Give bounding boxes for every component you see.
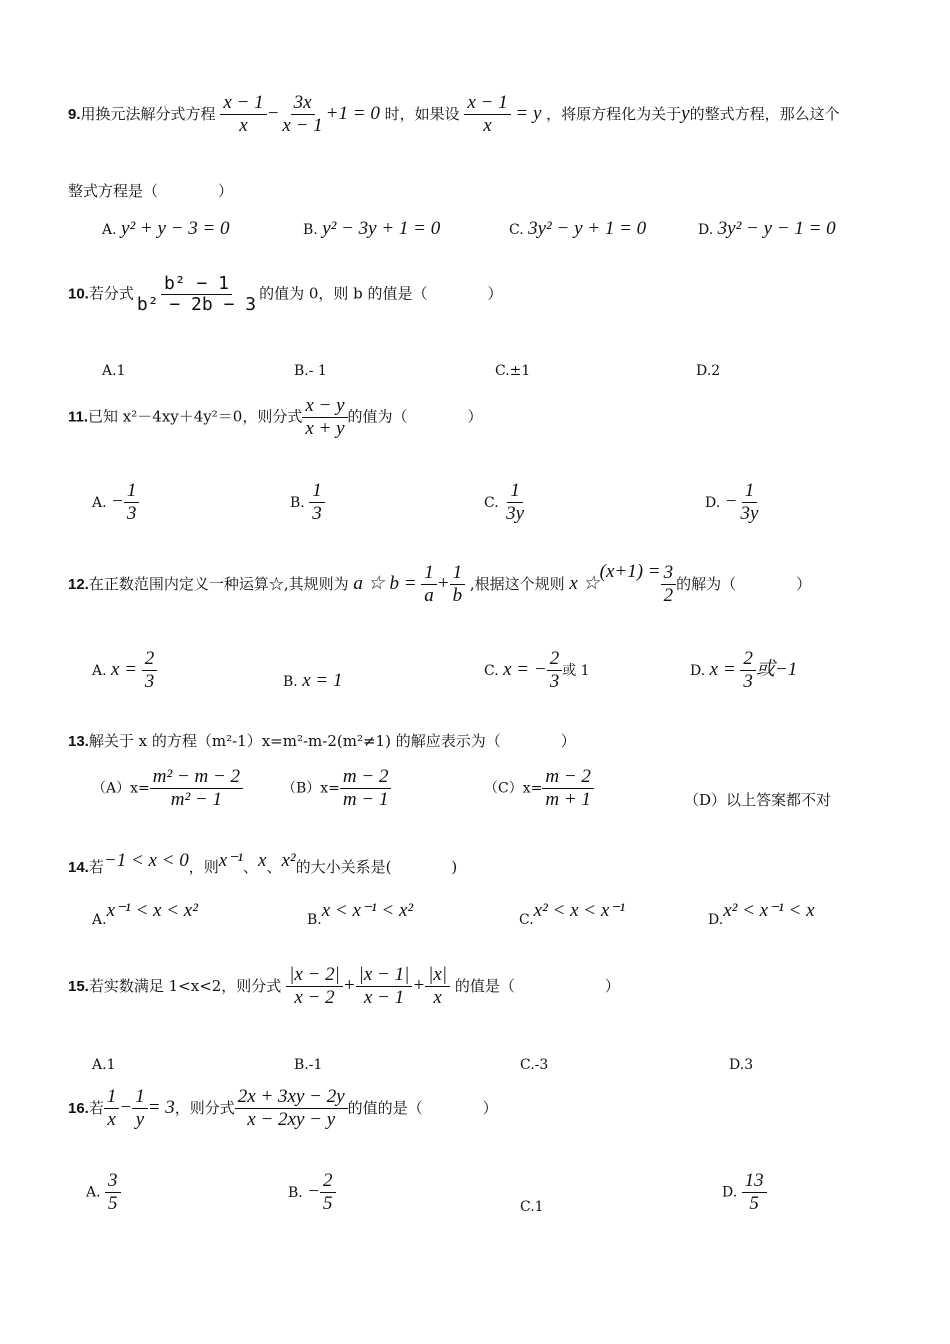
variable: y xyxy=(681,102,690,124)
option-d[interactable]: D.x² < x⁻¹ < x xyxy=(708,900,815,928)
question-9 xyxy=(68,92,840,137)
option-c[interactable]: C.±1 xyxy=(495,363,531,379)
question-text: 若 xyxy=(88,858,104,876)
question-text: 已知 x²－4xy＋4y²＝0，则分式 xyxy=(88,407,303,426)
equation: x ☆(x+1) = $\frac{3}{2}$ xyxy=(569,573,676,594)
fraction: $\frac{x - y}{x + y}$ xyxy=(302,395,347,440)
question-text: 若实数满足 1<x<2，则分式 xyxy=(88,976,282,995)
fraction: $\frac{\text{b² − 1}}{\text{b² − 2b − 3}}$ xyxy=(136,273,257,315)
fraction: $\frac{x - 1}{x}$ xyxy=(220,92,266,137)
option-c[interactable]: C. $\frac{1}{3y}$ xyxy=(484,480,525,524)
question-text: ，则 xyxy=(188,858,219,876)
question-10 xyxy=(68,274,503,315)
question-number: 14. xyxy=(68,859,89,876)
question-text: 的大小关系是( ) xyxy=(295,858,458,876)
option-b[interactable]: B.- 1 xyxy=(294,363,327,379)
question-text: 的整式方程，那么这个 xyxy=(689,104,840,123)
question-12 xyxy=(68,562,811,607)
option-a[interactable]: A.x⁻¹ < x < x² xyxy=(92,900,198,928)
question-text: ，则分式 xyxy=(174,1098,235,1117)
option-d[interactable]: D. $\frac{13}{5}$ xyxy=(722,1170,767,1215)
question-text: 若分式 xyxy=(88,284,134,303)
option-d[interactable]: D. − $\frac{1}{3y}$ xyxy=(705,480,759,524)
option-a[interactable]: A. x = $\frac{2}{3}$ xyxy=(92,648,157,693)
question-14: 14.若−1 < x < 0，则x⁻¹、x、x²的大小关系是( ) xyxy=(68,850,458,876)
question-9-line2: 整式方程是（ ） xyxy=(68,182,234,200)
option-a[interactable]: A.1 xyxy=(92,1057,116,1073)
question-number: 11. xyxy=(68,408,89,426)
question-number: 10. xyxy=(68,285,89,303)
option-b[interactable]: （B）x= $\frac{m - 2}{m - 1}$ xyxy=(282,766,391,811)
question-number: 9. xyxy=(68,105,81,123)
term: x² xyxy=(281,850,296,871)
option-a[interactable]: （A）x= $\frac{\text{m² − m − 2}}{\text{m² − 1}}$ xyxy=(92,766,243,811)
option-a[interactable]: A. y² + y − 3 = 0 xyxy=(102,218,230,239)
option-c[interactable]: C. x = − $\frac{2}{3}$ 或 1 xyxy=(484,648,590,692)
option-c[interactable]: C.1 xyxy=(520,1199,544,1215)
question-number: 16. xyxy=(68,1099,89,1117)
question-text: 在正数范围内定义一种运算☆,其规则为 xyxy=(88,574,349,593)
question-13 xyxy=(68,731,576,752)
question-text: 的值为（ ） xyxy=(347,407,483,426)
fraction: $\frac{3x}{x - 1}$ xyxy=(282,92,323,136)
question-text: 若 xyxy=(88,1098,104,1117)
option-b[interactable]: B. y² − 3y + 1 = 0 xyxy=(303,218,441,239)
option-d[interactable]: D. x = $\frac{2}{3}$ 或−1 xyxy=(690,648,798,692)
expression: $\frac{|x - 2|}{x - 2}$ + $\frac{|x - 1|}{x - 1}$ + $\frac{|x|}{x}$ xyxy=(286,975,450,996)
condition: $\frac{1}{x}$ − $\frac{1}{y}$ = 3 xyxy=(104,1097,175,1118)
option-d[interactable]: D.2 xyxy=(696,363,721,379)
question-text: 用换元法解分式方程 xyxy=(80,104,216,123)
fraction: $\frac{x - 1}{x}$ xyxy=(464,92,510,137)
question-text: 时，如果设 xyxy=(384,104,460,123)
term: x⁻¹ xyxy=(218,850,243,871)
term: x xyxy=(257,850,267,871)
question-text: 的值是（ ） xyxy=(454,976,620,995)
question-16 xyxy=(68,1086,498,1131)
option-c[interactable]: C. 3y² − y + 1 = 0 xyxy=(509,218,647,239)
question-text: 的解为（ ） xyxy=(676,574,812,593)
option-b[interactable]: B. − $\frac{2}{5}$ xyxy=(288,1170,336,1215)
question-text: ，将原方程化为关于 xyxy=(546,104,682,123)
option-b[interactable]: B. $\frac{1}{3}$ xyxy=(290,480,325,525)
question-text: 的值为 0，则 b 的值是（ ） xyxy=(259,284,503,303)
fraction: $\frac{2x + 3xy - 2y}{x - 2xy - y}$ xyxy=(235,1086,348,1131)
option-a[interactable]: A. − $\frac{1}{3}$ xyxy=(92,480,139,525)
question-number: 13. xyxy=(68,733,89,750)
option-c[interactable]: （C）x= $\frac{m - 2}{m + 1}$ xyxy=(484,766,594,811)
option-b[interactable]: B. x = 1 xyxy=(283,670,343,691)
question-number: 15. xyxy=(68,977,89,995)
question-11 xyxy=(68,395,483,440)
substitution: $\frac{x - 1}{x}$ = y xyxy=(464,103,546,124)
option-d[interactable]: D.3 xyxy=(729,1057,754,1073)
option-b[interactable]: B.x < x⁻¹ < x² xyxy=(307,900,414,928)
question-text: 的值的是（ ） xyxy=(347,1098,498,1117)
question-text: 解关于 x 的方程（m²-1）x=m²-m-2(m²≠1) 的解应表示为（ ） xyxy=(88,732,576,750)
option-c[interactable]: C.-3 xyxy=(520,1057,549,1073)
condition: −1 < x < 0 xyxy=(103,850,189,871)
option-d[interactable]: （D）以上答案都不对 xyxy=(684,791,832,809)
option-c[interactable]: C.x² < x < x⁻¹ xyxy=(519,900,626,928)
option-d[interactable]: D. 3y² − y − 1 = 0 xyxy=(698,218,836,239)
question-number: 12. xyxy=(68,575,89,593)
option-a[interactable]: A. $\frac{3}{5}$ xyxy=(86,1170,121,1215)
operation-definition: a ☆ b = $\frac{1}{a}$ + $\frac{1}{b}$ xyxy=(353,573,469,594)
option-a[interactable]: A.1 xyxy=(102,363,126,379)
question-15 xyxy=(68,964,620,1009)
equation: $\frac{x - 1}{x}$ − $\frac{3x}{x - 1}$ +1 = 0 xyxy=(220,103,384,124)
option-b[interactable]: B.-1 xyxy=(294,1057,323,1073)
question-text: ,根据这个规则 xyxy=(469,574,565,593)
